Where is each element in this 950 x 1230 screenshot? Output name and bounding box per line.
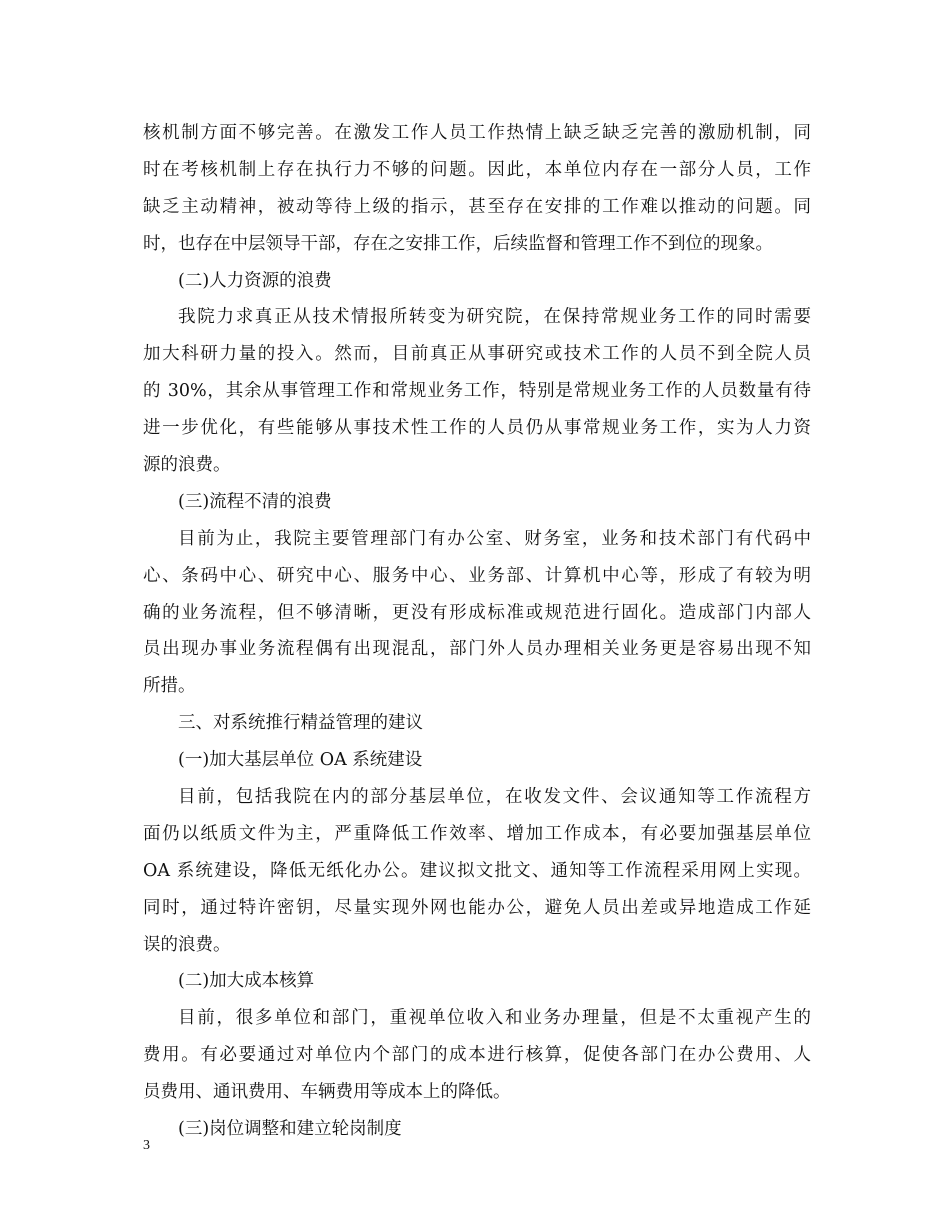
paragraph-line: 员出现办事业务流程偶有出现混乱，部门外人员办理相关业务更是容易出现不知 [143, 639, 811, 660]
paragraph-line: 源的浪费。 [143, 455, 231, 476]
paragraph-line: OA 系统建设，降低无纸化办公。建议拟文批文、通知等工作流程采用网上实现。 [143, 860, 811, 881]
paragraph-line: 目前，包括我院在内的部分基层单位，在收发文件、会议通知等工作流程方 [178, 787, 811, 808]
paragraph-line: 误的浪费。 [143, 934, 231, 955]
paragraph-line: 加大科研力量的投入。然而，目前真正从事研究或技术工作的人员不到全院人员 [143, 344, 811, 365]
paragraph-line: 缺乏主动精神，被动等待上级的指示，甚至存在安排的工作难以推动的问题。同 [143, 196, 811, 217]
paragraph-line: 时，也存在中层领导干部，存在之安排工作，后续监督和管理工作不到位的现象。 [143, 233, 773, 254]
paragraph-line: 确的业务流程，但不够清晰，更没有形成标准或规范进行固化。造成部门内部人 [143, 602, 811, 623]
body-text [143, 115, 811, 1148]
section-heading: (二)加大成本核算 [178, 971, 315, 992]
section-heading: (一)加大基层单位 OA 系统建设 [178, 750, 423, 771]
section-heading: (二)人力资源的浪费 [178, 270, 332, 291]
paragraph-line: 的 30%，其余从事管理工作和常规业务工作，特别是常规业务工作的人员数量有待 [143, 381, 811, 402]
paragraph-line: 核机制方面不够完善。在激发工作人员工作热情上缺乏缺乏完善的激励机制，同 [143, 123, 811, 143]
page-number: 3 [143, 1138, 150, 1153]
chapter-heading: 三、对系统推行精益管理的建议 [178, 713, 423, 734]
paragraph-line: 费用。有必要通过对单位内个部门的成本进行核算，促使各部门在办公费用、人 [143, 1045, 811, 1066]
section-heading: (三)岗位调整和建立轮岗制度 [178, 1119, 402, 1140]
section-heading: (三)流程不清的浪费 [178, 491, 332, 512]
paragraph-line: 进一步优化，有些能够从事技术性工作的人员仍从事常规业务工作，实为人力资 [143, 418, 811, 439]
paragraph-line: 目前为止，我院主要管理部门有办公室、财务室，业务和技术部门有代码中 [178, 528, 811, 549]
paragraph-line: 我院力求真正从技术情报所转变为研究院，在保持常规业务工作的同时需要 [178, 307, 811, 328]
paragraph-line: 时在考核机制上存在执行力不够的问题。因此，本单位内存在一部分人员，工作 [143, 159, 811, 180]
paragraph-line: 所措。 [143, 676, 196, 697]
paragraph-line: 心、条码中心、研究中心、服务中心、业务部、计算机中心等，形成了有较为明 [143, 565, 811, 586]
paragraph-line: 面仍以纸质文件为主，严重降低工作效率、增加工作成本，有必要加强基层单位 [143, 823, 811, 844]
paragraph-line: 员费用、通讯费用、车辆费用等成本上的降低。 [143, 1082, 511, 1103]
paragraph-line: 同时，通过特许密钥，尽量实现外网也能办公，避免人员出差或异地造成工作延 [143, 897, 811, 918]
paragraph-line: 目前，很多单位和部门，重视单位收入和业务办理量，但是不太重视产生的 [178, 1008, 811, 1029]
